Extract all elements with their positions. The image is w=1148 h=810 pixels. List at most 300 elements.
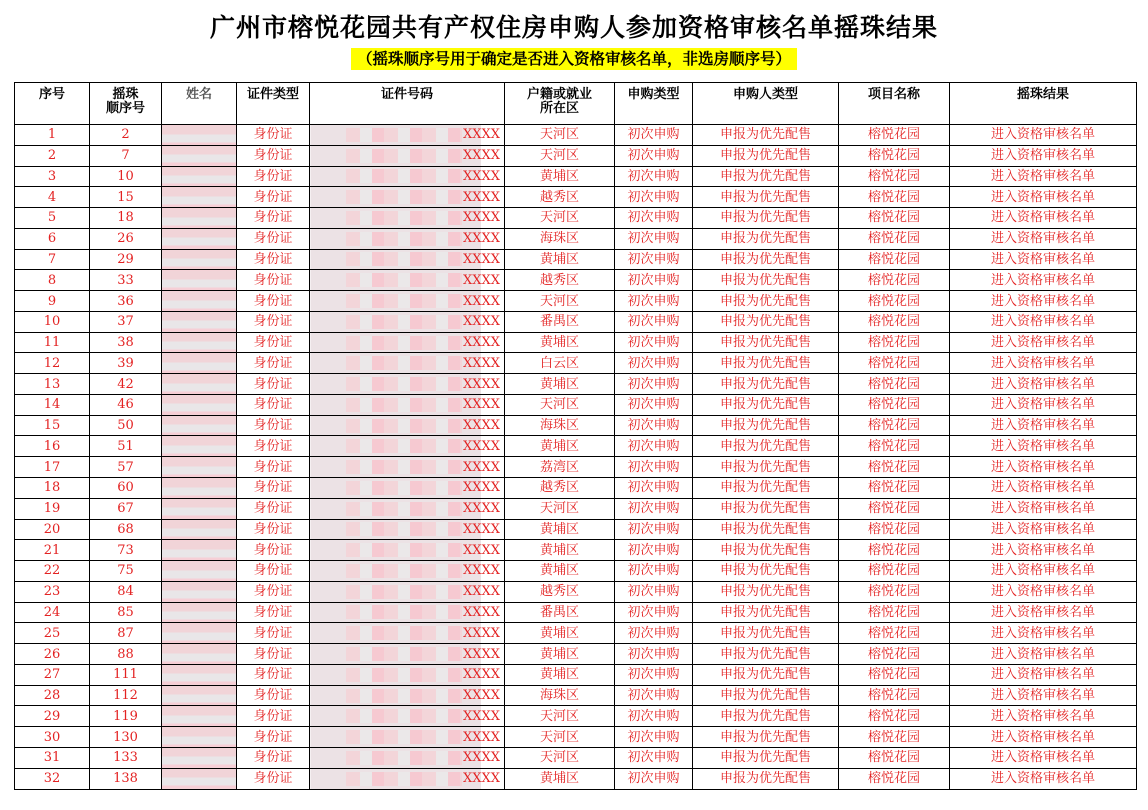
table-row bbox=[15, 519, 1137, 540]
cell-applicant-type: 申报为优先配售 bbox=[693, 706, 839, 727]
cell-id-number bbox=[310, 249, 505, 270]
redaction-mask bbox=[346, 772, 462, 786]
cell-id-type: 身份证 bbox=[237, 228, 310, 249]
cell-id-type: 身份证 bbox=[237, 187, 310, 208]
cell-draw-result: 进入资格审核名单 bbox=[950, 457, 1137, 478]
cell-project-name: 榕悦花园 bbox=[839, 374, 950, 395]
cell-district: 黄埔区 bbox=[505, 540, 615, 561]
cell-id-number bbox=[310, 374, 505, 395]
cell-id-number bbox=[310, 747, 505, 768]
redaction-mask bbox=[346, 689, 462, 703]
cell-name-redacted bbox=[162, 685, 237, 706]
cell-name-redacted bbox=[162, 353, 237, 374]
cell-id-number bbox=[310, 478, 505, 499]
col-header-seq: 序号 bbox=[15, 83, 90, 125]
id-number-suffix: XXXX bbox=[462, 148, 500, 164]
cell-applicant-type: 申报为优先配售 bbox=[693, 664, 839, 685]
cell-applicant-type: 申报为优先配售 bbox=[693, 581, 839, 602]
cell-name-redacted bbox=[162, 561, 237, 582]
cell-draw-result: 进入资格审核名单 bbox=[950, 166, 1137, 187]
cell-draw-result: 进入资格审核名单 bbox=[950, 561, 1137, 582]
cell-draw-result: 进入资格审核名单 bbox=[950, 623, 1137, 644]
cell-seq: 24 bbox=[15, 602, 90, 623]
cell-application-type: 初次申购 bbox=[615, 747, 693, 768]
cell-district: 白云区 bbox=[505, 353, 615, 374]
cell-seq: 26 bbox=[15, 644, 90, 665]
cell-draw-result: 进入资格审核名单 bbox=[950, 208, 1137, 229]
cell-project-name: 榕悦花园 bbox=[839, 332, 950, 353]
cell-district: 天河区 bbox=[505, 706, 615, 727]
id-number-suffix: XXXX bbox=[462, 501, 500, 517]
col-header-idno: 证件号码 bbox=[310, 83, 505, 125]
cell-district: 黄埔区 bbox=[505, 664, 615, 685]
cell-draw-result: 进入资格审核名单 bbox=[950, 644, 1137, 665]
cell-draw-order: 39 bbox=[90, 353, 162, 374]
cell-name-redacted bbox=[162, 747, 237, 768]
cell-district: 黄埔区 bbox=[505, 436, 615, 457]
cell-seq: 13 bbox=[15, 374, 90, 395]
cell-district: 越秀区 bbox=[505, 478, 615, 499]
cell-application-type: 初次申购 bbox=[615, 664, 693, 685]
table-row bbox=[15, 145, 1137, 166]
cell-seq: 15 bbox=[15, 415, 90, 436]
cell-project-name: 榕悦花园 bbox=[839, 166, 950, 187]
cell-applicant-type: 申报为优先配售 bbox=[693, 270, 839, 291]
cell-applicant-type: 申报为优先配售 bbox=[693, 457, 839, 478]
cell-applicant-type: 申报为优先配售 bbox=[693, 415, 839, 436]
cell-project-name: 榕悦花园 bbox=[839, 644, 950, 665]
redaction-mask bbox=[346, 336, 462, 350]
cell-name-redacted bbox=[162, 187, 237, 208]
cell-seq: 31 bbox=[15, 747, 90, 768]
table-row bbox=[15, 249, 1137, 270]
redaction-mask bbox=[346, 605, 462, 619]
cell-applicant-type: 申报为优先配售 bbox=[693, 228, 839, 249]
cell-id-number bbox=[310, 415, 505, 436]
cell-district: 越秀区 bbox=[505, 270, 615, 291]
cell-draw-order: 130 bbox=[90, 727, 162, 748]
table-row bbox=[15, 166, 1137, 187]
redaction-mask bbox=[346, 543, 462, 557]
cell-draw-order: 15 bbox=[90, 187, 162, 208]
cell-applicant-type: 申报为优先配售 bbox=[693, 540, 839, 561]
cell-seq: 30 bbox=[15, 727, 90, 748]
cell-draw-order: 50 bbox=[90, 415, 162, 436]
cell-id-type: 身份证 bbox=[237, 166, 310, 187]
cell-draw-order: 60 bbox=[90, 478, 162, 499]
cell-id-number bbox=[310, 332, 505, 353]
cell-draw-order: 26 bbox=[90, 228, 162, 249]
cell-draw-order: 7 bbox=[90, 145, 162, 166]
cell-draw-result: 进入资格审核名单 bbox=[950, 685, 1137, 706]
cell-draw-result: 进入资格审核名单 bbox=[950, 768, 1137, 789]
cell-project-name: 榕悦花园 bbox=[839, 249, 950, 270]
table-body bbox=[15, 125, 1137, 790]
cell-project-name: 榕悦花园 bbox=[839, 145, 950, 166]
redaction-mask bbox=[346, 232, 462, 246]
id-number-suffix: XXXX bbox=[462, 314, 500, 330]
cell-district: 天河区 bbox=[505, 145, 615, 166]
cell-applicant-type: 申报为优先配售 bbox=[693, 125, 839, 146]
cell-id-type: 身份证 bbox=[237, 249, 310, 270]
col-header-idtype: 证件类型 bbox=[237, 83, 310, 125]
cell-district: 天河区 bbox=[505, 125, 615, 146]
cell-id-type: 身份证 bbox=[237, 478, 310, 499]
id-number-suffix: XXXX bbox=[462, 438, 500, 454]
table-row bbox=[15, 623, 1137, 644]
cell-district: 天河区 bbox=[505, 727, 615, 748]
cell-district: 黄埔区 bbox=[505, 561, 615, 582]
cell-seq: 9 bbox=[15, 291, 90, 312]
cell-applicant-type: 申报为优先配售 bbox=[693, 394, 839, 415]
cell-id-type: 身份证 bbox=[237, 374, 310, 395]
cell-application-type: 初次申购 bbox=[615, 602, 693, 623]
cell-draw-result: 进入资格审核名单 bbox=[950, 436, 1137, 457]
cell-id-type: 身份证 bbox=[237, 208, 310, 229]
table-row bbox=[15, 747, 1137, 768]
cell-district: 天河区 bbox=[505, 291, 615, 312]
cell-seq: 14 bbox=[15, 394, 90, 415]
cell-draw-result: 进入资格审核名单 bbox=[950, 581, 1137, 602]
cell-district: 越秀区 bbox=[505, 581, 615, 602]
cell-id-type: 身份证 bbox=[237, 540, 310, 561]
cell-draw-result: 进入资格审核名单 bbox=[950, 664, 1137, 685]
cell-application-type: 初次申购 bbox=[615, 270, 693, 291]
cell-district: 黄埔区 bbox=[505, 374, 615, 395]
cell-id-number bbox=[310, 519, 505, 540]
cell-draw-order: 46 bbox=[90, 394, 162, 415]
redaction-mask bbox=[346, 128, 462, 142]
cell-seq: 29 bbox=[15, 706, 90, 727]
cell-name-redacted bbox=[162, 208, 237, 229]
table-row bbox=[15, 498, 1137, 519]
id-number-suffix: XXXX bbox=[462, 376, 500, 392]
cell-application-type: 初次申购 bbox=[615, 644, 693, 665]
cell-project-name: 榕悦花园 bbox=[839, 498, 950, 519]
cell-project-name: 榕悦花园 bbox=[839, 685, 950, 706]
cell-district: 番禺区 bbox=[505, 602, 615, 623]
cell-application-type: 初次申购 bbox=[615, 561, 693, 582]
cell-name-redacted bbox=[162, 270, 237, 291]
cell-id-number bbox=[310, 394, 505, 415]
cell-application-type: 初次申购 bbox=[615, 374, 693, 395]
cell-application-type: 初次申购 bbox=[615, 436, 693, 457]
cell-draw-order: 84 bbox=[90, 581, 162, 602]
cell-draw-result: 进入资格审核名单 bbox=[950, 602, 1137, 623]
cell-project-name: 榕悦花园 bbox=[839, 478, 950, 499]
cell-name-redacted bbox=[162, 519, 237, 540]
cell-name-redacted bbox=[162, 581, 237, 602]
cell-id-number bbox=[310, 540, 505, 561]
cell-district: 天河区 bbox=[505, 498, 615, 519]
cell-name-redacted bbox=[162, 374, 237, 395]
cell-application-type: 初次申购 bbox=[615, 768, 693, 789]
redaction-mask bbox=[346, 730, 462, 744]
cell-seq: 32 bbox=[15, 768, 90, 789]
cell-name-redacted bbox=[162, 706, 237, 727]
cell-applicant-type: 申报为优先配售 bbox=[693, 747, 839, 768]
cell-application-type: 初次申购 bbox=[615, 478, 693, 499]
col-header-name: 姓名 bbox=[162, 83, 237, 125]
cell-draw-order: 112 bbox=[90, 685, 162, 706]
id-number-suffix: XXXX bbox=[462, 293, 500, 309]
id-number-suffix: XXXX bbox=[462, 335, 500, 351]
cell-seq: 17 bbox=[15, 457, 90, 478]
cell-project-name: 榕悦花园 bbox=[839, 436, 950, 457]
redaction-mask bbox=[346, 522, 462, 536]
cell-seq: 1 bbox=[15, 125, 90, 146]
cell-application-type: 初次申购 bbox=[615, 291, 693, 312]
cell-applicant-type: 申报为优先配售 bbox=[693, 561, 839, 582]
cell-id-number bbox=[310, 664, 505, 685]
cell-id-number bbox=[310, 436, 505, 457]
cell-id-type: 身份证 bbox=[237, 727, 310, 748]
cell-district: 越秀区 bbox=[505, 187, 615, 208]
id-number-suffix: XXXX bbox=[462, 459, 500, 475]
cell-project-name: 榕悦花园 bbox=[839, 457, 950, 478]
id-number-suffix: XXXX bbox=[462, 584, 500, 600]
cell-applicant-type: 申报为优先配售 bbox=[693, 478, 839, 499]
cell-district: 黄埔区 bbox=[505, 519, 615, 540]
id-number-suffix: XXXX bbox=[462, 231, 500, 247]
cell-application-type: 初次申购 bbox=[615, 145, 693, 166]
cell-id-number bbox=[310, 561, 505, 582]
cell-applicant-type: 申报为优先配售 bbox=[693, 208, 839, 229]
cell-id-type: 身份证 bbox=[237, 664, 310, 685]
cell-draw-result: 进入资格审核名单 bbox=[950, 125, 1137, 146]
cell-draw-result: 进入资格审核名单 bbox=[950, 519, 1137, 540]
redaction-mask bbox=[346, 626, 462, 640]
redaction-mask bbox=[346, 647, 462, 661]
cell-application-type: 初次申购 bbox=[615, 228, 693, 249]
cell-application-type: 初次申购 bbox=[615, 498, 693, 519]
cell-id-type: 身份证 bbox=[237, 519, 310, 540]
cell-project-name: 榕悦花园 bbox=[839, 768, 950, 789]
redaction-mask bbox=[346, 252, 462, 266]
redaction-mask bbox=[346, 751, 462, 765]
table-row bbox=[15, 457, 1137, 478]
cell-district: 黄埔区 bbox=[505, 644, 615, 665]
cell-applicant-type: 申报为优先配售 bbox=[693, 623, 839, 644]
cell-id-type: 身份证 bbox=[237, 457, 310, 478]
cell-id-type: 身份证 bbox=[237, 394, 310, 415]
cell-name-redacted bbox=[162, 457, 237, 478]
table-row bbox=[15, 436, 1137, 457]
cell-applicant-type: 申报为优先配售 bbox=[693, 685, 839, 706]
cell-name-redacted bbox=[162, 332, 237, 353]
redaction-mask bbox=[346, 273, 462, 287]
cell-seq: 5 bbox=[15, 208, 90, 229]
cell-draw-order: 29 bbox=[90, 249, 162, 270]
cell-district: 黄埔区 bbox=[505, 166, 615, 187]
cell-id-number bbox=[310, 623, 505, 644]
redaction-mask bbox=[346, 668, 462, 682]
document-subtitle: （摇珠顺序号用于确定是否进入资格审核名单，非选房顺序号） bbox=[351, 48, 797, 70]
cell-project-name: 榕悦花园 bbox=[839, 270, 950, 291]
cell-draw-order: 38 bbox=[90, 332, 162, 353]
col-header-draw: 摇珠 顺序号 bbox=[90, 83, 162, 125]
cell-name-redacted bbox=[162, 394, 237, 415]
cell-district: 荔湾区 bbox=[505, 457, 615, 478]
cell-district: 黄埔区 bbox=[505, 768, 615, 789]
cell-draw-order: 68 bbox=[90, 519, 162, 540]
cell-draw-result: 进入资格审核名单 bbox=[950, 270, 1137, 291]
cell-draw-result: 进入资格审核名单 bbox=[950, 145, 1137, 166]
table-row bbox=[15, 125, 1137, 146]
cell-id-number bbox=[310, 644, 505, 665]
id-number-suffix: XXXX bbox=[462, 563, 500, 579]
table-row bbox=[15, 291, 1137, 312]
cell-draw-result: 进入资格审核名单 bbox=[950, 249, 1137, 270]
table-row bbox=[15, 374, 1137, 395]
cell-application-type: 初次申购 bbox=[615, 519, 693, 540]
cell-project-name: 榕悦花园 bbox=[839, 208, 950, 229]
id-number-suffix: XXXX bbox=[462, 127, 500, 143]
col-header-applicant: 申购人类型 bbox=[693, 83, 839, 125]
cell-project-name: 榕悦花园 bbox=[839, 540, 950, 561]
cell-district: 黄埔区 bbox=[505, 249, 615, 270]
col-header-district: 户籍或就业 所在区 bbox=[505, 83, 615, 125]
subtitle-wrap bbox=[0, 48, 1148, 70]
cell-id-number bbox=[310, 208, 505, 229]
cell-project-name: 榕悦花园 bbox=[839, 125, 950, 146]
cell-applicant-type: 申报为优先配售 bbox=[693, 498, 839, 519]
cell-id-number bbox=[310, 768, 505, 789]
cell-applicant-type: 申报为优先配售 bbox=[693, 602, 839, 623]
cell-project-name: 榕悦花园 bbox=[839, 187, 950, 208]
cell-id-type: 身份证 bbox=[237, 768, 310, 789]
cell-project-name: 榕悦花园 bbox=[839, 561, 950, 582]
header-row bbox=[15, 83, 1137, 125]
cell-draw-result: 进入资格审核名单 bbox=[950, 311, 1137, 332]
cell-applicant-type: 申报为优先配售 bbox=[693, 436, 839, 457]
cell-id-type: 身份证 bbox=[237, 561, 310, 582]
id-number-suffix: XXXX bbox=[462, 397, 500, 413]
id-number-suffix: XXXX bbox=[462, 750, 500, 766]
col-header-apptype: 申购类型 bbox=[615, 83, 693, 125]
cell-seq: 22 bbox=[15, 561, 90, 582]
cell-draw-order: 2 bbox=[90, 125, 162, 146]
cell-id-number bbox=[310, 145, 505, 166]
id-number-suffix: XXXX bbox=[462, 210, 500, 226]
redaction-mask bbox=[346, 564, 462, 578]
cell-id-type: 身份证 bbox=[237, 415, 310, 436]
cell-id-type: 身份证 bbox=[237, 291, 310, 312]
cell-application-type: 初次申购 bbox=[615, 727, 693, 748]
cell-draw-result: 进入资格审核名单 bbox=[950, 747, 1137, 768]
cell-name-redacted bbox=[162, 125, 237, 146]
cell-draw-result: 进入资格审核名单 bbox=[950, 353, 1137, 374]
cell-name-redacted bbox=[162, 249, 237, 270]
table-row bbox=[15, 208, 1137, 229]
table-row bbox=[15, 228, 1137, 249]
cell-id-type: 身份证 bbox=[237, 332, 310, 353]
cell-id-type: 身份证 bbox=[237, 602, 310, 623]
cell-id-number bbox=[310, 311, 505, 332]
cell-draw-order: 119 bbox=[90, 706, 162, 727]
cell-id-number bbox=[310, 353, 505, 374]
id-number-suffix: XXXX bbox=[462, 667, 500, 683]
id-number-suffix: XXXX bbox=[462, 771, 500, 787]
table-row bbox=[15, 540, 1137, 561]
cell-application-type: 初次申购 bbox=[615, 540, 693, 561]
cell-id-number bbox=[310, 187, 505, 208]
cell-draw-order: 87 bbox=[90, 623, 162, 644]
redaction-mask bbox=[346, 377, 462, 391]
cell-draw-order: 138 bbox=[90, 768, 162, 789]
cell-draw-result: 进入资格审核名单 bbox=[950, 540, 1137, 561]
cell-draw-order: 18 bbox=[90, 208, 162, 229]
id-number-suffix: XXXX bbox=[462, 604, 500, 620]
cell-id-type: 身份证 bbox=[237, 623, 310, 644]
cell-applicant-type: 申报为优先配售 bbox=[693, 166, 839, 187]
cell-id-number bbox=[310, 727, 505, 748]
cell-district: 海珠区 bbox=[505, 228, 615, 249]
cell-applicant-type: 申报为优先配售 bbox=[693, 727, 839, 748]
cell-id-number bbox=[310, 125, 505, 146]
cell-project-name: 榕悦花园 bbox=[839, 747, 950, 768]
cell-id-type: 身份证 bbox=[237, 581, 310, 602]
cell-id-type: 身份证 bbox=[237, 353, 310, 374]
cell-id-type: 身份证 bbox=[237, 498, 310, 519]
cell-district: 黄埔区 bbox=[505, 623, 615, 644]
id-number-suffix: XXXX bbox=[462, 729, 500, 745]
cell-draw-result: 进入资格审核名单 bbox=[950, 228, 1137, 249]
cell-name-redacted bbox=[162, 664, 237, 685]
cell-draw-result: 进入资格审核名单 bbox=[950, 332, 1137, 353]
cell-seq: 20 bbox=[15, 519, 90, 540]
cell-draw-order: 33 bbox=[90, 270, 162, 291]
cell-application-type: 初次申购 bbox=[615, 187, 693, 208]
table-row bbox=[15, 685, 1137, 706]
table-row bbox=[15, 602, 1137, 623]
redaction-mask bbox=[346, 502, 462, 516]
table-row bbox=[15, 311, 1137, 332]
cell-id-type: 身份证 bbox=[237, 125, 310, 146]
redaction-mask bbox=[346, 585, 462, 599]
cell-application-type: 初次申购 bbox=[615, 685, 693, 706]
cell-seq: 2 bbox=[15, 145, 90, 166]
cell-name-redacted bbox=[162, 498, 237, 519]
cell-project-name: 榕悦花园 bbox=[839, 291, 950, 312]
cell-id-number bbox=[310, 685, 505, 706]
cell-id-number bbox=[310, 706, 505, 727]
cell-project-name: 榕悦花园 bbox=[839, 394, 950, 415]
cell-name-redacted bbox=[162, 768, 237, 789]
cell-id-type: 身份证 bbox=[237, 145, 310, 166]
cell-seq: 8 bbox=[15, 270, 90, 291]
cell-name-redacted bbox=[162, 540, 237, 561]
cell-application-type: 初次申购 bbox=[615, 125, 693, 146]
cell-project-name: 榕悦花园 bbox=[839, 353, 950, 374]
cell-district: 海珠区 bbox=[505, 685, 615, 706]
cell-district: 天河区 bbox=[505, 747, 615, 768]
cell-id-type: 身份证 bbox=[237, 644, 310, 665]
redaction-mask bbox=[346, 315, 462, 329]
redaction-mask bbox=[346, 481, 462, 495]
cell-draw-order: 75 bbox=[90, 561, 162, 582]
col-header-result: 摇珠结果 bbox=[950, 83, 1137, 125]
cell-project-name: 榕悦花园 bbox=[839, 623, 950, 644]
cell-draw-order: 51 bbox=[90, 436, 162, 457]
cell-application-type: 初次申购 bbox=[615, 415, 693, 436]
cell-seq: 3 bbox=[15, 166, 90, 187]
cell-name-redacted bbox=[162, 727, 237, 748]
table-row bbox=[15, 664, 1137, 685]
cell-draw-result: 进入资格审核名单 bbox=[950, 498, 1137, 519]
cell-draw-order: 37 bbox=[90, 311, 162, 332]
cell-draw-result: 进入资格审核名单 bbox=[950, 415, 1137, 436]
